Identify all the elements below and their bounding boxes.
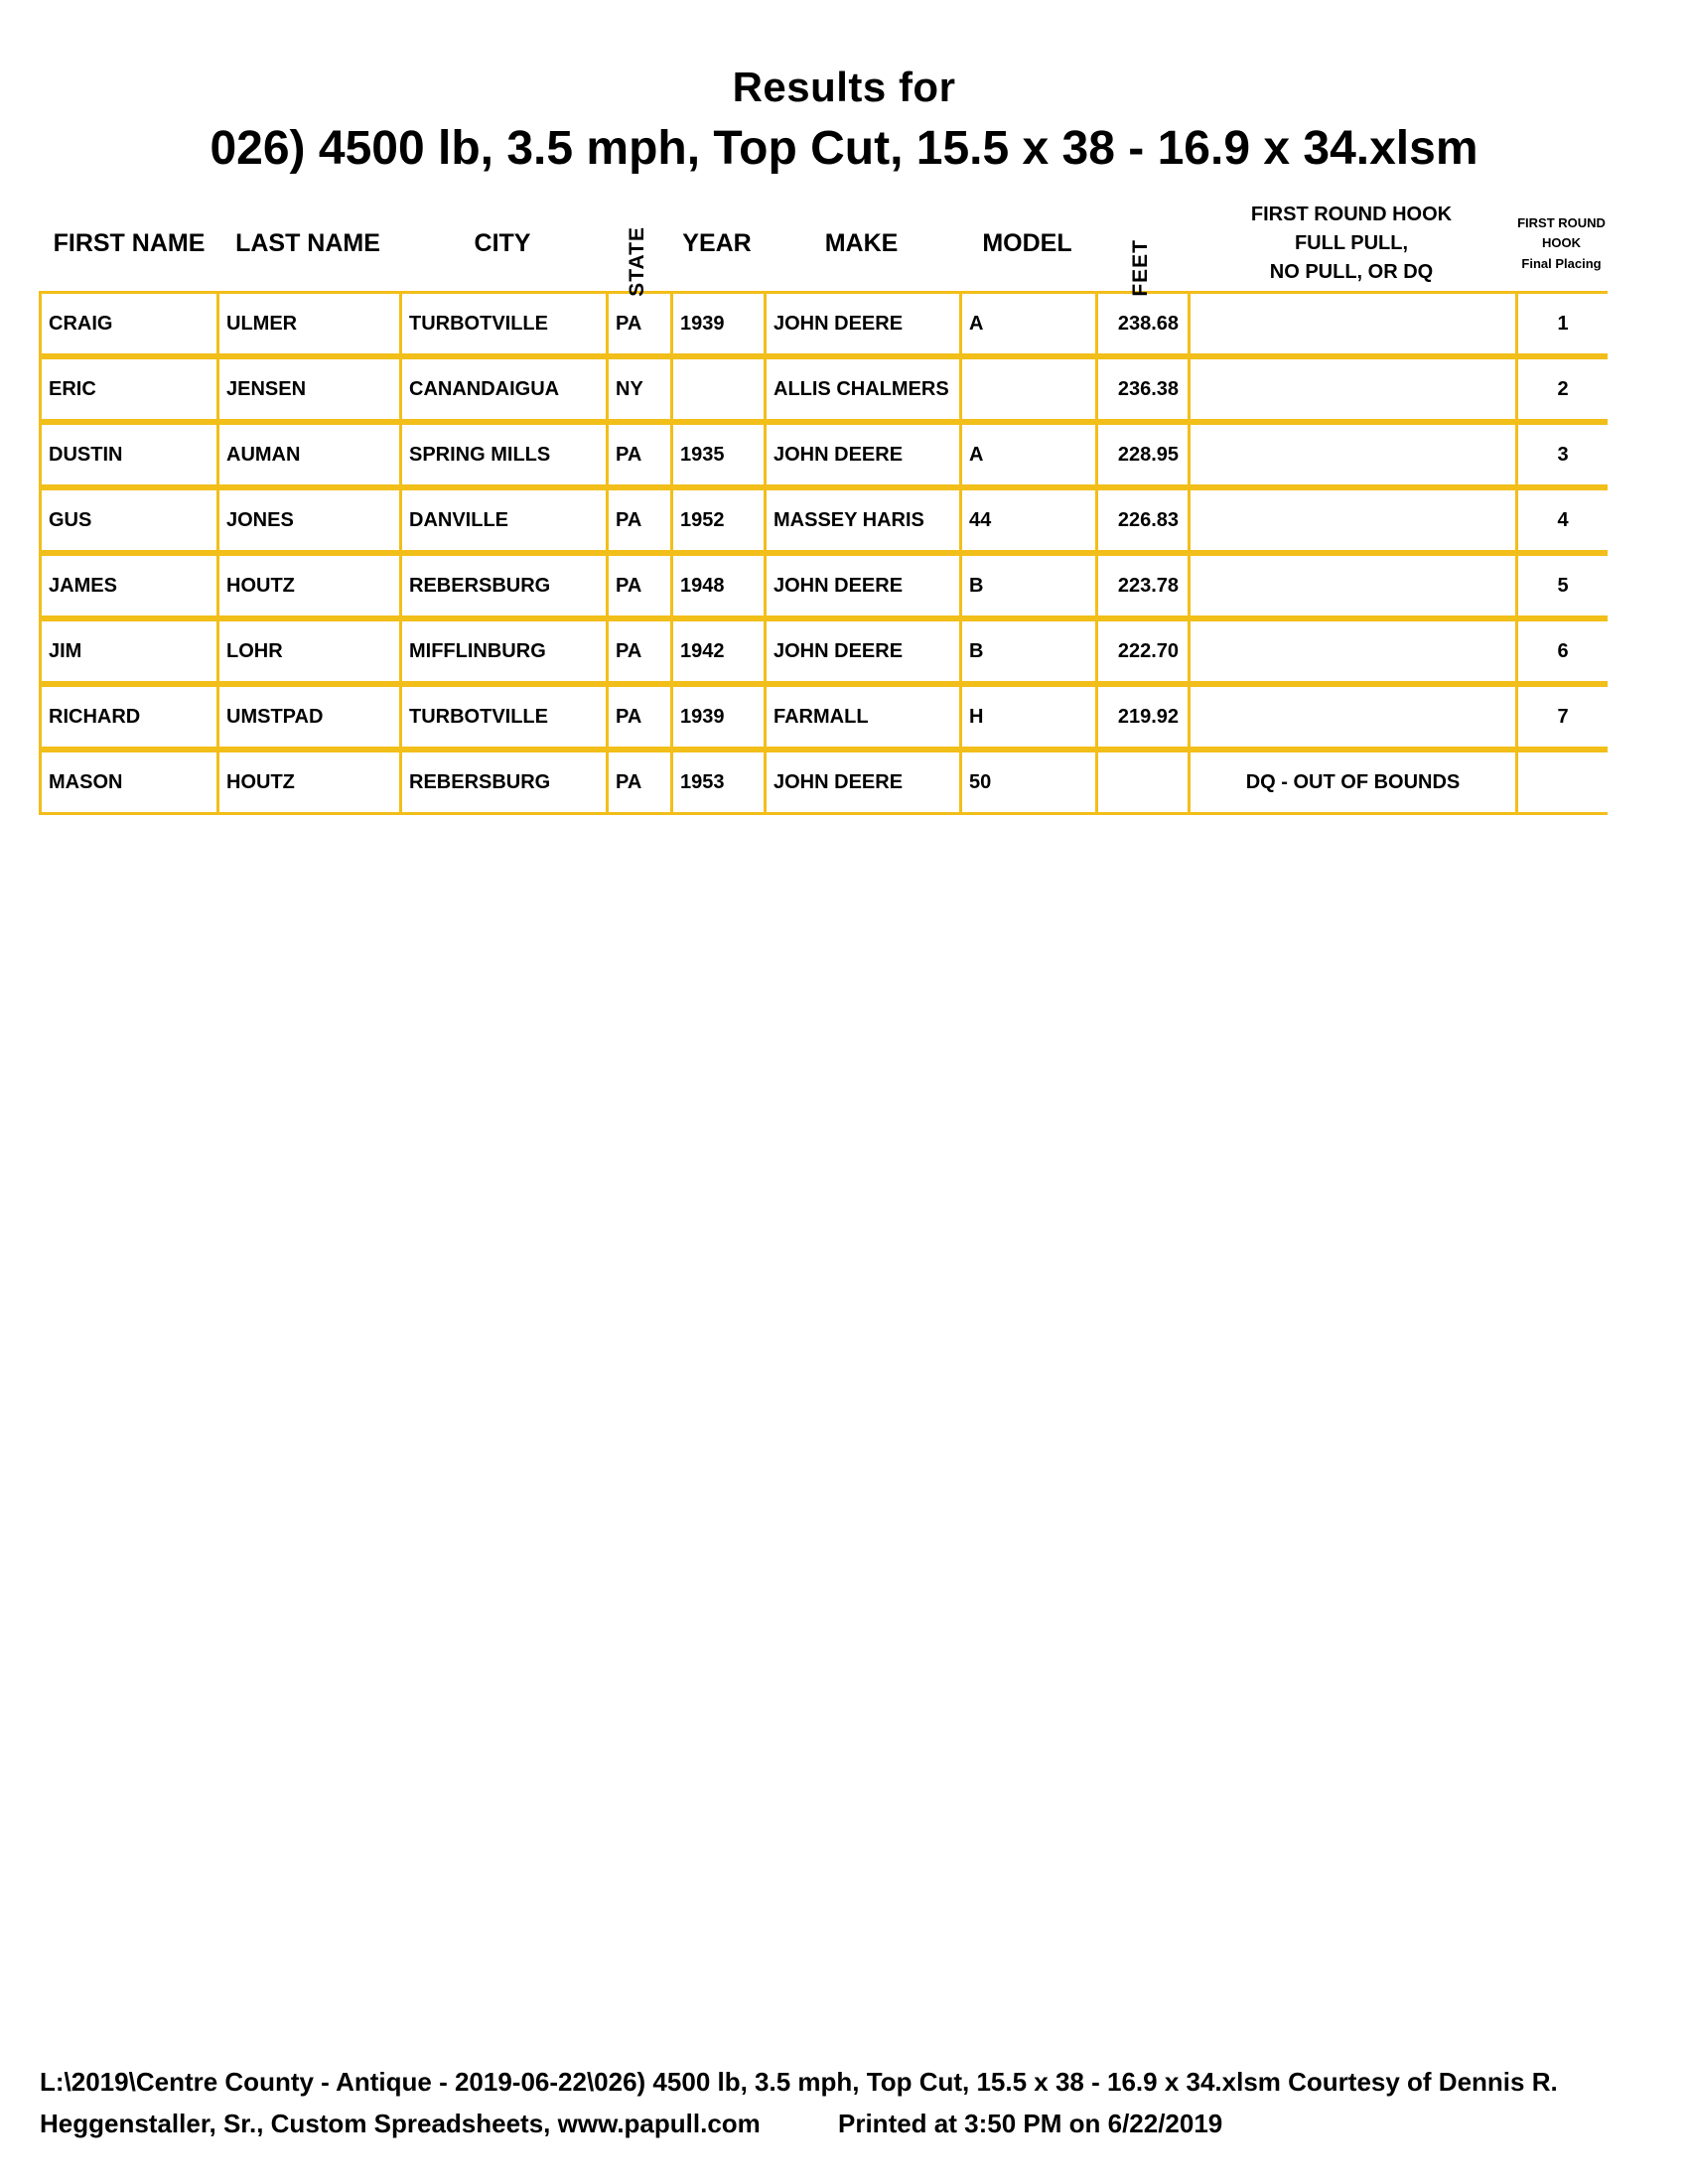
cell-year: 1935: [670, 425, 764, 484]
cell-state: PA: [606, 294, 670, 353]
cell-year: [670, 359, 764, 419]
cell-state: PA: [606, 621, 670, 681]
table-header-row: [39, 197, 1608, 297]
cell-placing: 7: [1515, 687, 1608, 747]
column-header-label-line: FIRST ROUND HOOK: [1250, 204, 1453, 225]
column-header-label: MAKE: [824, 229, 899, 258]
column-header-label: MODEL: [982, 229, 1072, 258]
cell-model: B: [959, 621, 1095, 681]
cell-make: JOHN DEERE: [764, 294, 959, 353]
cell-hook: [1188, 490, 1515, 550]
cell-model: A: [959, 425, 1095, 484]
cell-year: 1939: [670, 294, 764, 353]
cell-last-name: JENSEN: [216, 359, 399, 419]
column-header-label: CITY: [474, 229, 531, 258]
cell-city: DANVILLE: [399, 490, 606, 550]
cell-feet: 223.78: [1095, 556, 1188, 615]
cell-hook: [1188, 556, 1515, 615]
cell-feet: 228.95: [1095, 425, 1188, 484]
cell-make: JOHN DEERE: [764, 752, 959, 812]
cell-state: PA: [606, 425, 670, 484]
cell-first-name: DUSTIN: [49, 443, 123, 466]
cell-model: [959, 359, 1095, 419]
column-header-label: FEET: [1129, 239, 1153, 297]
page-subtitle: 026) 4500 lb, 3.5 mph, Top Cut, 15.5 x 38 - 16.9 x 34.xlsm: [210, 122, 1478, 175]
table-row: [39, 356, 1608, 422]
cell-placing: 1: [1515, 294, 1608, 353]
cell-city: TURBOTVILLE: [399, 294, 606, 353]
column-header-hook: [1188, 197, 1515, 291]
cell-model: 44: [959, 490, 1095, 550]
cell-city: MIFFLINBURG: [399, 621, 606, 681]
column-header-label: STATE: [626, 226, 649, 297]
cell-state: PA: [606, 752, 670, 812]
column-header-placing: [1515, 197, 1608, 291]
cell-first-name: JIM: [49, 639, 82, 662]
results-table: [39, 197, 1608, 815]
cell-last-name: UMSTPAD: [216, 687, 399, 747]
cell-make: ALLIS CHALMERS: [764, 359, 959, 419]
column-header-label: [1251, 201, 1452, 287]
cell-last-name: ULMER: [216, 294, 399, 353]
cell-city: CANANDAIGUA: [399, 359, 606, 419]
cell-city: TURBOTVILLE: [399, 687, 606, 747]
cell-make: JOHN DEERE: [764, 621, 959, 681]
table-row: [39, 291, 1608, 356]
cell-make: FARMALL: [764, 687, 959, 747]
cell-feet: 238.68: [1095, 294, 1188, 353]
cell-placing: 6: [1515, 621, 1608, 681]
cell-placing: 4: [1515, 490, 1608, 550]
cell-hook: [1188, 294, 1515, 353]
table-row: [39, 422, 1608, 487]
cell-feet: 226.83: [1095, 490, 1188, 550]
cell-year: 1942: [670, 621, 764, 681]
cell-placing: 3: [1515, 425, 1608, 484]
table-row: [39, 618, 1608, 684]
cell-last-name: AUMAN: [216, 425, 399, 484]
column-header-label: YEAR: [682, 229, 752, 258]
cell-feet: 222.70: [1095, 621, 1188, 681]
cell-first-name: RICHARD: [49, 705, 141, 728]
cell-hook: [1188, 621, 1515, 681]
cell-first-name: JAMES: [49, 574, 117, 597]
table-row: [39, 750, 1608, 815]
table-body: [39, 291, 1608, 815]
column-header-label: [1517, 213, 1606, 273]
column-header-label: FIRST NAME: [53, 229, 206, 258]
page-title: Results for: [732, 64, 956, 110]
cell-city: SPRING MILLS: [399, 425, 606, 484]
cell-hook: [1188, 359, 1515, 419]
cell-state: NY: [606, 359, 670, 419]
cell-state: PA: [606, 687, 670, 747]
cell-first-name: CRAIG: [49, 312, 113, 335]
cell-make: MASSEY HARIS: [764, 490, 959, 550]
footer-file-path: L:\2019\Centre County - Antique - 2019-06-22\026) 4500 lb, 3.5 mph, Top Cut, 15.5 x 38 - 16.9 x 34.xlsm Courtesy of Dennis R.: [40, 2067, 1558, 2097]
cell-hook: DQ - OUT OF BOUNDS: [1188, 752, 1515, 812]
cell-model: B: [959, 556, 1095, 615]
column-header-label-line: NO PULL, OR DQ: [1269, 261, 1434, 283]
footer-credit: Heggenstaller, Sr., Custom Spreadsheets, www.papull.com: [40, 2109, 761, 2138]
column-header-label-line: HOOK: [1542, 235, 1581, 251]
cell-feet: 236.38: [1095, 359, 1188, 419]
cell-state: PA: [606, 556, 670, 615]
cell-placing: [1515, 752, 1608, 812]
cell-model: H: [959, 687, 1095, 747]
cell-placing: 2: [1515, 359, 1608, 419]
cell-first-name: ERIC: [49, 377, 96, 400]
cell-model: A: [959, 294, 1095, 353]
report-footer: [40, 2061, 1648, 2144]
cell-last-name: LOHR: [216, 621, 399, 681]
footer-line-2: [40, 2103, 1648, 2144]
cell-year: 1948: [670, 556, 764, 615]
column-header-state: [606, 197, 670, 297]
cell-hook: [1188, 425, 1515, 484]
cell-feet: [1095, 752, 1188, 812]
table-row: [39, 487, 1608, 553]
column-header-label-line: Final Placing: [1521, 255, 1602, 271]
cell-year: 1953: [670, 752, 764, 812]
cell-hook: [1188, 687, 1515, 747]
cell-city: REBERSBURG: [399, 556, 606, 615]
cell-first-name: GUS: [49, 508, 92, 531]
cell-year: 1939: [670, 687, 764, 747]
column-header-city: [399, 197, 606, 291]
footer-printed-at: Printed at 3:50 PM on 6/22/2019: [838, 2109, 1223, 2138]
cell-city: REBERSBURG: [399, 752, 606, 812]
column-header-last-name: [216, 197, 399, 291]
cell-state: PA: [606, 490, 670, 550]
cell-make: JOHN DEERE: [764, 556, 959, 615]
cell-year: 1952: [670, 490, 764, 550]
column-header-label-line: FIRST ROUND: [1517, 215, 1606, 231]
table-row: [39, 684, 1608, 750]
cell-first-name: MASON: [49, 770, 123, 793]
cell-feet: 219.92: [1095, 687, 1188, 747]
column-header-first-name: [42, 197, 216, 291]
column-header-year: [670, 197, 764, 291]
table-row: [39, 553, 1608, 618]
column-header-model: [959, 197, 1095, 291]
cell-make: JOHN DEERE: [764, 425, 959, 484]
column-header-feet: [1095, 197, 1188, 297]
column-header-label: LAST NAME: [235, 229, 380, 258]
cell-model: 50: [959, 752, 1095, 812]
cell-placing: 5: [1515, 556, 1608, 615]
cell-last-name: HOUTZ: [216, 556, 399, 615]
column-header-make: [764, 197, 959, 291]
cell-last-name: JONES: [216, 490, 399, 550]
cell-last-name: HOUTZ: [216, 752, 399, 812]
column-header-label-line: FULL PULL,: [1294, 232, 1409, 254]
